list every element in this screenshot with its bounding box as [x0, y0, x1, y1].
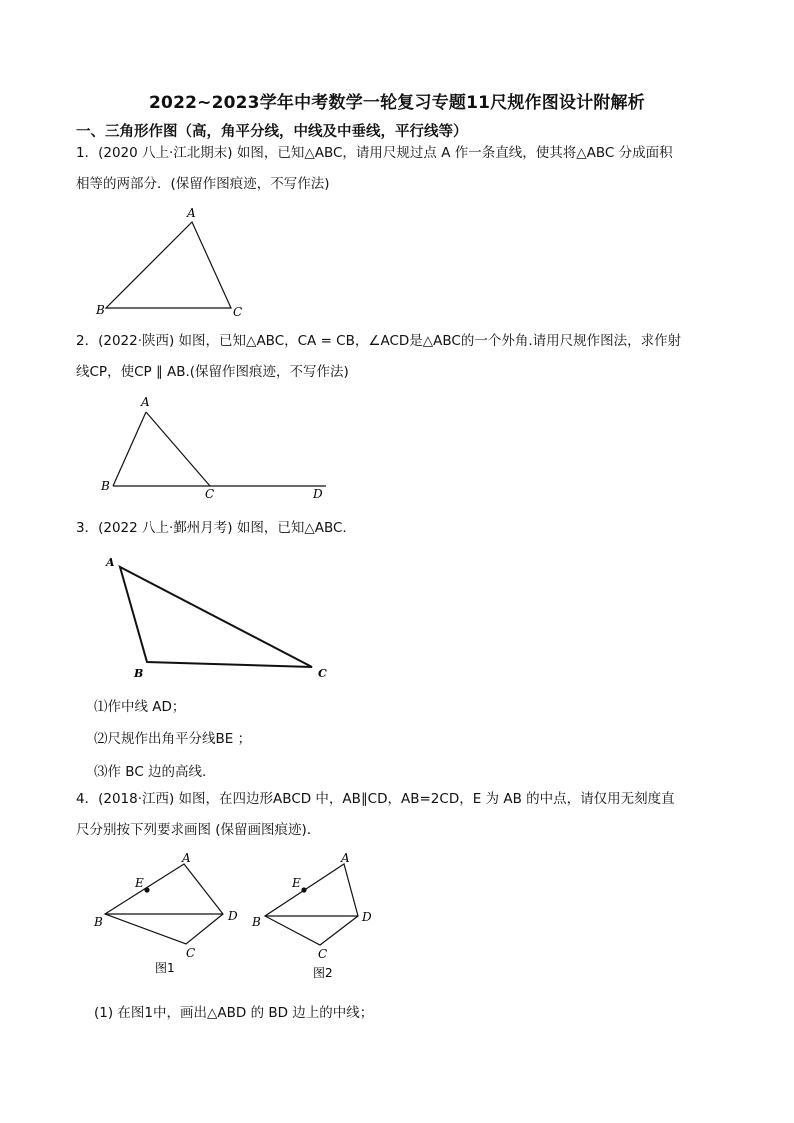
q2-label-c: C — [205, 487, 215, 501]
q2-label-b: B — [101, 479, 110, 493]
q4-fig2-label-c: C — [318, 947, 328, 961]
q4-fig2-label-b: B — [252, 915, 261, 929]
q1-triangle-abc — [106, 222, 231, 308]
q4-fig1-label-a: A — [182, 851, 191, 865]
q1-label-a: A — [187, 206, 196, 220]
q3-label-a: A — [106, 556, 115, 569]
q3-triangle-figure — [105, 556, 327, 680]
q4-fig2-caption: 图2 — [313, 966, 333, 980]
q2-label-a: A — [141, 395, 150, 409]
q4-figure-1 — [93, 851, 238, 975]
q4-figure-2 — [251, 851, 372, 980]
question-4-sub-1: (1) 在图1中，画出△ABD 的 BD 边上的中线； — [94, 1005, 374, 1021]
q1-label-b: B — [96, 303, 105, 317]
q4-fig2-label-a: A — [341, 851, 350, 865]
question-3-sub-2: ⑵尺规作出角平分线BE ； — [94, 731, 252, 747]
question-2-line-1: 2．(2022·陕西) 如图，已知△ABC，CA = CB，∠ACD是△ABC的一个外角.请用尺规作图法，求作射 — [76, 333, 682, 349]
question-4-line-1: 4．(2018·江西) 如图，在四边形ABCD 中，AB∥CD，AB=2CD，E 为 AB 的中点，请仅用无刻度直 — [76, 791, 675, 807]
q4-fig1-label-b: B — [94, 915, 103, 929]
q1-triangle-figure — [95, 206, 242, 319]
q2-side-ac — [146, 412, 210, 486]
page-title: 2022~2023学年中考数学一轮复习专题11尺规作图设计附解析 — [149, 93, 645, 113]
q4-fig1-caption: 图1 — [155, 961, 175, 975]
q4-fig2-label-d: D — [362, 910, 372, 924]
section-heading: 一、三角形作图（高，角平分线，中线及中垂线，平行线等） — [76, 124, 468, 140]
q4-fig2-quadrilateral — [265, 864, 358, 945]
question-4-line-2: 尺分别按下列要求画图 (保留画图痕迹)． — [76, 822, 321, 838]
q1-label-c: C — [233, 305, 243, 319]
q4-fig1-label-c: C — [186, 946, 196, 960]
question-1-line-1: 1．(2020 八上·江北期末) 如图，已知△ABC，请用尺规过点 A 作一条直线，使其将△ABC 分成面积 — [76, 145, 673, 161]
q4-fig1-quadrilateral — [105, 864, 223, 944]
q3-triangle-abc — [120, 567, 312, 667]
question-3 — [76, 513, 726, 544]
question-2-line-2: 线CP，使CP ∥ AB.(保留作图痕迹，不写作法) — [76, 364, 349, 380]
q4-fig2-point-e — [301, 887, 306, 892]
question-1-line-2: 相等的两部分．(保留作图痕迹，不写作法) — [76, 176, 330, 192]
q2-label-d: D — [313, 487, 323, 501]
question-3-sub-3: ⑶作 BC 边的高线. — [94, 764, 207, 780]
q4-fig1-point-e — [144, 887, 149, 892]
question-3-sub-1: ⑴作中线 AD； — [94, 699, 186, 715]
question-4 — [76, 784, 726, 846]
q2-triangle-figure — [100, 395, 326, 501]
q4-fig2-label-e: E — [292, 876, 301, 890]
question-3-line-1: 3．(2022 八上·鄞州月考) 如图，已知△ABC. — [76, 520, 347, 536]
q4-fig1-label-d: D — [228, 909, 238, 923]
q3-label-c: C — [318, 667, 327, 680]
question-2 — [76, 326, 726, 388]
q2-side-ab — [113, 412, 146, 486]
q3-label-b: B — [134, 667, 144, 680]
q4-fig1-label-e: E — [135, 876, 144, 890]
